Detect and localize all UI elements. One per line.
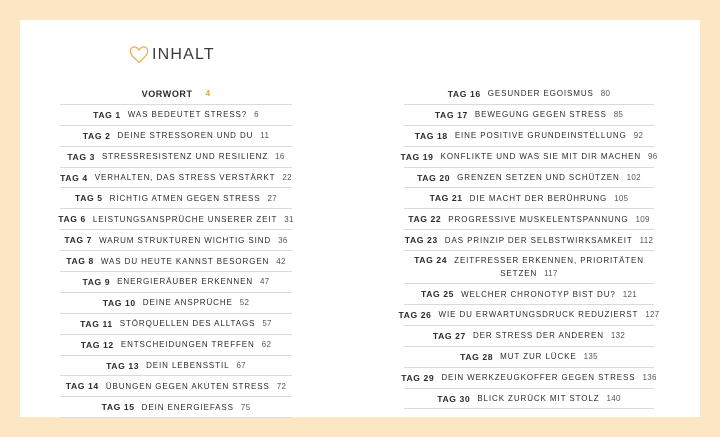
toc-entry-text: MUT ZUR LÜCKE — [500, 352, 577, 362]
toc-entry-text: STRESSRESISTENZ UND RESILIENZ — [102, 152, 269, 162]
toc-entry-text: DIE MACHT DER BERÜHRUNG — [469, 193, 608, 203]
toc-entry-page: 16 — [275, 152, 285, 162]
toc-entry-text: WAS DU HEUTE KANNST BESORGEN — [100, 256, 270, 266]
toc-entry[interactable] — [60, 209, 292, 230]
toc-entry-text: DER STRESS DER ANDEREN — [472, 331, 604, 341]
toc-entry-page: 136 — [642, 373, 657, 383]
toc-entry-text: GRENZEN SETZEN UND SCHÜTZEN — [457, 173, 620, 182]
toc-entry[interactable] — [60, 356, 292, 377]
toc-entry-page: 96 — [648, 152, 658, 162]
toc-entry[interactable] — [60, 230, 292, 251]
toc-entry-page: 72 — [276, 381, 287, 391]
toc-entry[interactable] — [404, 230, 654, 251]
toc-entry-label: TAG 2 — [82, 130, 111, 141]
toc-entry-page: 42 — [276, 256, 286, 266]
toc-entry-label: TAG 14 — [65, 381, 99, 392]
toc-right-column — [398, 84, 660, 409]
toc-entry-page: 92 — [633, 131, 644, 141]
toc-entry-label: TAG 5 — [75, 193, 103, 204]
toc-entry[interactable] — [404, 188, 654, 209]
toc-left-column — [60, 84, 292, 418]
toc-entry-page: 121 — [622, 289, 637, 299]
toc-entry-text: DEIN WERKZEUGKOFFER GEGEN STRESS — [441, 373, 636, 383]
toc-entry-page: 67 — [236, 361, 246, 371]
toc-entry[interactable] — [60, 168, 292, 189]
toc-entry-page: 80 — [600, 89, 611, 99]
toc-entry[interactable] — [60, 293, 292, 314]
toc-entry-label: TAG 30 — [437, 393, 471, 404]
toc-entry-line2 — [500, 267, 558, 280]
toc-entry-label: TAG 7 — [64, 235, 93, 246]
toc-entry-page: 57 — [262, 319, 272, 329]
toc-entry-page: 117 — [544, 269, 558, 279]
toc-entry-text: ZEITFRESSER ERKENNEN, PRIORITÄTEN — [454, 256, 644, 266]
toc-header — [128, 44, 215, 66]
toc-entry-page: 135 — [583, 352, 598, 362]
toc-entry-vorwort[interactable] — [60, 84, 292, 105]
toc-entry[interactable] — [60, 335, 292, 356]
toc-entry[interactable] — [404, 105, 654, 126]
toc-entry-label: TAG 28 — [460, 351, 494, 362]
toc-entry-label: TAG 25 — [421, 289, 455, 300]
toc-entry-page: 11 — [260, 131, 270, 141]
toc-entry-label: TAG 24 — [414, 255, 448, 266]
toc-entry-label: TAG 27 — [432, 330, 466, 341]
toc-entry[interactable] — [60, 397, 292, 418]
toc-entry-page: 4 — [205, 89, 211, 99]
toc-entry-page: 102 — [626, 173, 641, 182]
toc-entry-text: BEWEGUNG GEGEN STRESS — [474, 110, 607, 120]
toc-entry-label: TAG 29 — [401, 372, 435, 383]
toc-entry-label: TAG 23 — [404, 235, 438, 246]
toc-entry-page: 27 — [267, 193, 277, 203]
toc-entry[interactable] — [60, 376, 292, 397]
toc-entry-page: 62 — [261, 340, 272, 350]
toc-entry-page: 52 — [239, 298, 250, 308]
toc-entry-text: DEINE STRESSOREN UND DU — [117, 131, 254, 141]
page-title: INHALT — [152, 46, 215, 63]
toc-entry[interactable] — [404, 168, 654, 189]
toc-entry-line1 — [414, 254, 644, 267]
toc-entry-page: 36 — [278, 235, 288, 245]
toc-entry-text: DEIN ENERGIEFASS — [141, 402, 234, 412]
toc-entry-text: WELCHER CHRONOTYP BIST DU? — [461, 289, 616, 299]
toc-entry-text-continued: SETZEN — [500, 269, 538, 279]
toc-entry-page: 75 — [240, 402, 251, 412]
toc-entry-text: PROGRESSIVE MUSKELENTSPANNUNG — [448, 214, 629, 224]
toc-entry-label: TAG 6 — [58, 214, 86, 225]
toc-entry-label: TAG 3 — [67, 151, 96, 162]
toc-entry-label: TAG 26 — [398, 309, 432, 320]
toc-entry-text: STÖRQUELLEN DES ALLTAGS — [119, 319, 256, 329]
toc-entry-label: TAG 11 — [80, 318, 113, 329]
toc-entry-label: TAG 21 — [429, 193, 463, 204]
toc-entry-text: DEIN LEBENSSTIL — [146, 361, 230, 371]
toc-entry[interactable] — [60, 272, 292, 293]
toc-entry[interactable] — [404, 209, 654, 230]
toc-entry-label: TAG 10 — [102, 297, 136, 308]
toc-entry-text: BLICK ZURÜCK MIT STOLZ — [477, 394, 600, 404]
toc-entry-label: TAG 12 — [80, 339, 114, 350]
toc-entry[interactable] — [401, 368, 657, 389]
toc-entry-text: EINE POSITIVE GRUNDEINSTELLUNG — [454, 131, 627, 141]
toc-entry-label: TAG 19 — [400, 151, 434, 162]
toc-entry-page: 47 — [260, 277, 270, 287]
toc-entry[interactable] — [404, 251, 654, 284]
toc-entry-text: KONFLIKTE UND WAS SIE MIT DIR MACHEN — [440, 152, 641, 162]
toc-entry-label: TAG 8 — [66, 256, 94, 267]
toc-entry[interactable] — [60, 126, 292, 147]
toc-entry-page: 31 — [284, 214, 294, 224]
toc-entry-text: ÜBUNGEN GEGEN AKUTEN STRESS — [105, 381, 270, 391]
heart-icon — [128, 44, 150, 66]
toc-entry-label: TAG 15 — [101, 402, 135, 413]
toc-entry-text: WARUM STRUKTUREN WICHTIG SIND — [99, 235, 272, 245]
toc-entry[interactable] — [60, 188, 292, 209]
toc-entry-text: RICHTIG ATMEN GEGEN STRESS — [109, 193, 261, 203]
toc-entry-label: TAG 4 — [60, 172, 88, 183]
toc-entry-page: 112 — [639, 235, 654, 245]
toc-entry-page: 22 — [282, 173, 292, 182]
toc-entry-label: TAG 22 — [408, 214, 442, 225]
toc-entry-text: LEISTUNGSANSPRÜCHE UNSERER ZEIT — [92, 214, 278, 224]
toc-entry-label: TAG 1 — [93, 109, 121, 120]
toc-entry-page: 140 — [606, 394, 621, 404]
toc-entry[interactable] — [398, 305, 660, 326]
toc-entry-text: ENERGIERÄUBER ERKENNEN — [117, 277, 253, 287]
toc-entry-page: 127 — [645, 310, 660, 320]
toc-entry[interactable] — [60, 314, 292, 335]
toc-entry-page: 109 — [635, 214, 650, 224]
toc-entry-text: DAS PRINZIP DER SELBSTWIRKSAMKEIT — [444, 235, 633, 245]
toc-entry-text: WIE DU ERWARTUNGSDRUCK REDUZIERST — [438, 310, 639, 320]
toc-entry-label: TAG 20 — [417, 172, 451, 183]
toc-entry-label: TAG 18 — [414, 130, 448, 141]
toc-entry-page: 85 — [613, 110, 624, 120]
toc-entry-text: DEINE ANSPRÜCHE — [142, 298, 233, 308]
toc-entry[interactable] — [404, 84, 654, 105]
toc-entry-text: ENTSCHEIDUNGEN TREFFEN — [120, 340, 255, 350]
toc-entry-label: TAG 9 — [82, 276, 111, 287]
book-page — [20, 20, 700, 417]
toc-entry-label: TAG 13 — [106, 360, 140, 371]
toc-entry-text: VERHALTEN, DAS STRESS VERSTÄRKT — [94, 173, 276, 182]
toc-entry[interactable] — [404, 284, 654, 305]
toc-entry-text: WAS BEDEUTET STRESS? — [127, 110, 248, 120]
toc-entry-label: TAG 16 — [447, 88, 481, 99]
toc-entry-page: 132 — [610, 331, 626, 341]
toc-entry[interactable] — [400, 147, 658, 168]
toc-entry[interactable] — [404, 326, 654, 347]
toc-entry-page: 6 — [254, 110, 259, 120]
toc-entry[interactable] — [60, 147, 292, 168]
toc-entry-label: VORWORT — [141, 88, 193, 99]
toc-entry[interactable] — [60, 105, 292, 126]
toc-entry-label: TAG 17 — [434, 109, 468, 120]
toc-entry[interactable] — [60, 251, 292, 272]
toc-entry[interactable] — [404, 126, 654, 147]
toc-entry[interactable] — [404, 389, 654, 410]
toc-entry[interactable] — [404, 347, 654, 368]
toc-entry-text: GESUNDER EGOISMUS — [487, 89, 594, 99]
toc-entry-page: 105 — [614, 193, 629, 203]
